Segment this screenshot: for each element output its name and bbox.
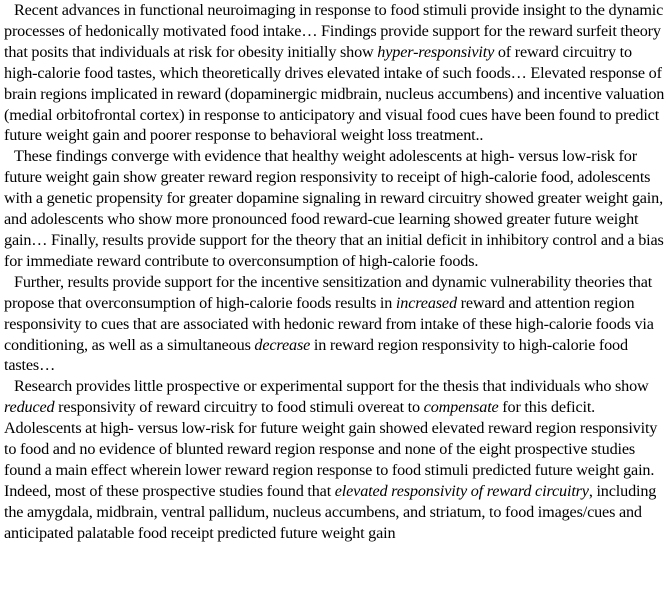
paragraph-1-text: Recent advances in functional neuroimaging in response to food stimuli provide insight to the dynamic processes of hedonically motivated food intake… Findings provide support for the reward surfeit theory that posits that individuals at risk for obesity initially show xyxy=(4,1,664,61)
paragraph-1-text-continued: of reward circuitry to high-calorie food tastes, which theoretically drives elevated intake of such foods… Elevated response of brain regions implicated in reward (dopaminergic midbrain, nucleus accumbens) and incentive valuation (medial orbitofrontal cortex) in response to anticipatory and visual food cues have been found to predict future weight gain and poorer response to behavioral weight loss treatment.. xyxy=(4,42,665,145)
paragraph-3-emphasis-increased: increased xyxy=(395,293,457,312)
paragraph-3 xyxy=(4,272,666,377)
paragraph-2-text: These findings converge with evidence that healthy weight adolescents at high- versus low-risk for future weight gain show greater reward region responsivity to receipt of high-calorie food, adolescents with a genetic propensity for greater dopamine signaling in reward circuitry showed greater weight gain, and adolescents who show more pronounced food reward-cue learning showed greater future weight gain… Finally, results provide support for the theory that an initial deficit in inhibitory control and a bias for immediate reward contribute to overconsumption of high-calorie foods. xyxy=(4,147,664,270)
paragraph-2 xyxy=(4,146,666,271)
paragraph-3-text: Further, results provide support for the incentive sensitization and dynamic vulnerability theories that propose that overconsumption of high-calorie foods results in xyxy=(4,272,653,312)
paragraph-1 xyxy=(4,0,666,146)
paragraph-4-text-continued: responsivity of reward circuitry to food stimuli overeat to xyxy=(54,398,424,417)
paragraph-3-text-end: in reward region responsivity to high-calorie food tastes… xyxy=(4,335,628,375)
paragraph-3-text-continued: reward and attention region responsivity to cues that are associated with hedonic reward from intake of these high-calorie foods via conditioning, as well as a simultaneous xyxy=(4,293,654,354)
paragraph-3-emphasis-decrease: decrease xyxy=(254,335,311,354)
paragraph-1-emphasis-hyper-responsivity: hyper-responsivity xyxy=(377,42,495,61)
paragraph-4-text: Research provides little prospective or experimental support for the thesis that individuals who show xyxy=(14,377,649,396)
paragraph-4 xyxy=(4,376,666,543)
paragraph-4-emphasis-reduced: reduced xyxy=(4,398,55,417)
paragraph-4-text-middle: for this deficit. Adolescents at high- versus low-risk for future weight gain showed elevated reward region responsivity to food and no evidence of blunted reward region response and none of the eight prospective studies found a main effect wherein lower reward region response to food stimuli predicted future weight gain. Indeed, most of these prospective studies found that xyxy=(4,398,658,500)
paragraph-4-text-end: , including the amygdala, midbrain, ventral pallidum, nucleus accumbens, and striatum, to food images/cues and anticipated palatable food receipt predicted future weight gain xyxy=(4,481,657,542)
paragraph-4-emphasis-elevated-responsivity: elevated responsivity of reward circuitry xyxy=(334,481,589,500)
paragraph-4-emphasis-compensate: compensate xyxy=(423,398,499,417)
